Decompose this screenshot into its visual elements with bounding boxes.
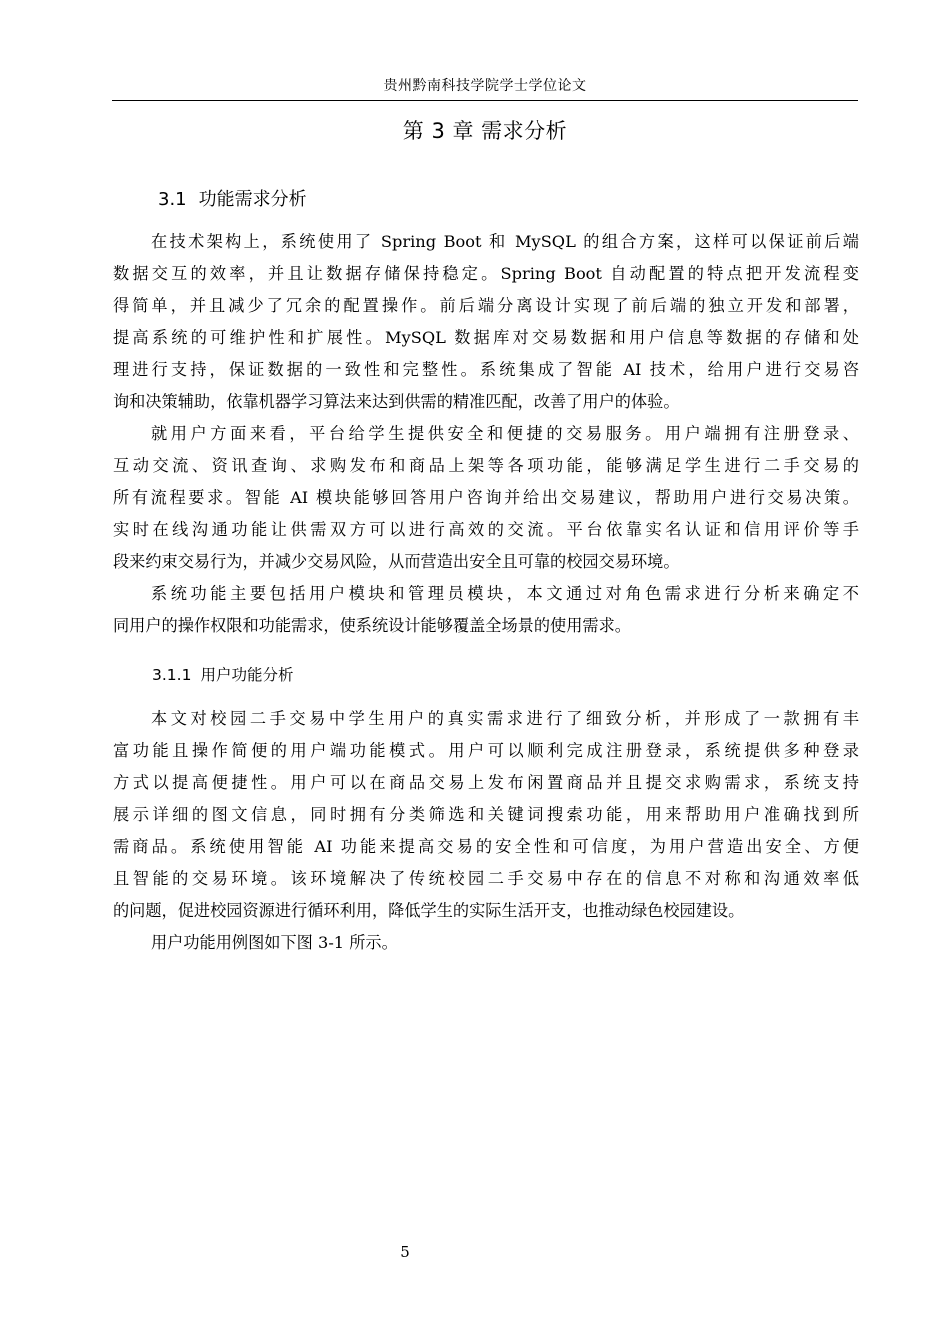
paragraph-line: 在技术架构上，系统使用了 Spring Boot 和 MySQL 的组合方案，这样可以保证前后端 [151,232,859,251]
subsection-number: 3.1.1 [152,666,192,684]
paragraph-line: 所有流程要求。智能 AI 模块能够回答用户咨询并给出交易建议，帮助用户进行交易决策。 [113,488,859,507]
paragraph-line: 的问题，促进校园资源进行循环利用，降低学生的实际生活开支，也推动绿色校园建设。 [113,901,745,920]
subsection-title: 用户功能分析 [200,666,294,684]
paragraph-line: 本文对校园二手交易中学生用户的真实需求进行了细致分析，并形成了一款拥有丰 [151,709,859,728]
paragraph-line: 段来约束交易行为，并减少交易风险，从而营造出安全且可靠的校园交易环境。 [113,552,680,571]
running-header: 贵州黔南科技学院学士学位论文 [383,78,587,94]
paragraph-line: 且智能的交易环境。该环境解决了传统校园二手交易中存在的信息不对称和沟通效率低 [113,869,859,888]
section-heading [158,186,307,214]
paragraph-line: 系统功能主要包括用户模块和管理员模块，本文通过对角色需求进行分析来确定不 [151,584,859,603]
page-number: 5 [400,1243,410,1261]
paragraph-line: 需商品。系统使用智能 AI 功能来提高交易的安全性和可信度，为用户营造出安全、方便 [113,837,859,856]
paragraph-line: 互动交流、资讯查询、求购发布和商品上架等各项功能，能够满足学生进行二手交易的 [113,456,859,475]
paragraph-line: 就用户方面来看，平台给学生提供安全和便捷的交易服务。用户端拥有注册登录、 [151,424,859,443]
body-text-block [113,226,859,642]
subsection-heading [152,663,293,687]
paragraph-line: 理进行支持，保证数据的一致性和完整性。系统集成了智能 AI 技术，给用户进行交易咨 [113,360,859,379]
paragraph-line: 富功能且操作简便的用户端功能模式。用户可以顺利完成注册登录，系统提供多种登录 [113,741,859,760]
section-number: 3.1 [158,189,187,210]
body-text-block [113,703,859,959]
paragraph-line: 提高系统的可维护性和扩展性。MySQL 数据库对交易数据和用户信息等数据的存储和处 [113,328,859,347]
paragraph-line: 同用户的操作权限和功能需求，使系统设计能够覆盖全场景的使用需求。 [113,616,631,635]
chapter-title: 第 3 章 需求分析 [402,119,568,143]
paragraph-line: 方式以提高便捷性。用户可以在商品交易上发布闲置商品并且提交求购需求，系统支持 [113,773,859,792]
paragraph-line: 实时在线沟通功能让供需双方可以进行高效的交流。平台依靠实名认证和信用评价等手 [113,520,859,539]
paragraph-line: 询和决策辅助，依靠机器学习算法来达到供需的精准匹配，改善了用户的体验。 [113,392,680,411]
paragraph-line: 用户功能用例图如下图 3-1 所示。 [151,933,398,952]
paragraph-line: 展示详细的图文信息，同时拥有分类筛选和关键词搜索功能，用来帮助用户准确找到所 [113,805,859,824]
paragraph-line: 数据交互的效率，并且让数据存储保持稳定。Spring Boot 自动配置的特点把开发流程变 [113,264,859,283]
header-rule [112,100,858,101]
paragraph-line: 得简单，并且减少了冗余的配置操作。前后端分离设计实现了前后端的独立开发和部署， [113,296,859,315]
section-title: 功能需求分析 [198,189,307,210]
